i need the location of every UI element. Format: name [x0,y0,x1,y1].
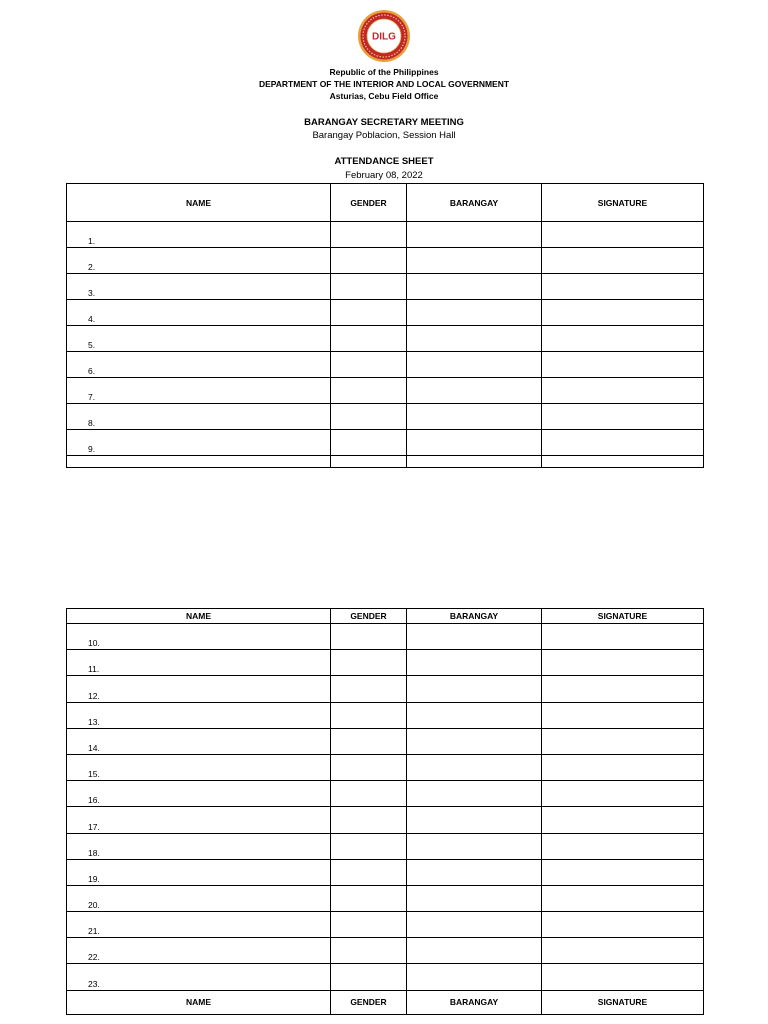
barangay-cell[interactable] [407,326,542,352]
name-cell[interactable] [67,430,331,456]
name-cell[interactable] [67,807,331,833]
signature-cell[interactable] [542,300,704,326]
barangay-cell[interactable] [407,702,542,728]
gender-cell[interactable] [331,676,407,702]
barangay-cell[interactable] [407,676,542,702]
table-row [67,404,704,430]
name-cell[interactable] [67,781,331,807]
row-number: 11. [88,664,100,675]
name-cell[interactable] [67,624,331,650]
attendance-table-1-body [67,222,704,468]
barangay-cell[interactable] [407,378,542,404]
name-cell[interactable] [67,728,331,754]
name-cell[interactable] [67,702,331,728]
blank-cell[interactable] [407,456,542,468]
table-header-row [67,184,704,222]
row-number: 20. [88,900,100,911]
sheet-date: February 08, 2022 [345,170,423,181]
gender-cell[interactable] [331,624,407,650]
signature-cell[interactable] [542,859,704,885]
barangay-cell[interactable] [407,885,542,911]
name-cell[interactable] [67,222,331,248]
gender-cell[interactable] [331,352,407,378]
row-number: 4. [88,314,96,324]
barangay-cell[interactable] [407,754,542,780]
gender-cell[interactable] [331,754,407,780]
row-number: 7. [88,392,96,402]
table-row [67,326,704,352]
table-row [67,676,704,702]
row-number: 23. [88,978,100,989]
signature-cell[interactable] [542,624,704,650]
row-number: 19. [88,873,100,884]
row-number: 12. [88,690,100,701]
table-row-blank [67,456,704,468]
name-cell[interactable] [67,326,331,352]
name-cell[interactable] [67,885,331,911]
table-row [67,833,704,859]
sheet-title: ATTENDANCE SHEET [334,156,434,167]
table-row [67,964,704,990]
name-cell[interactable] [67,378,331,404]
barangay-cell[interactable] [407,807,542,833]
column-footer-signature: SIGNATURE [542,990,704,1014]
gender-cell[interactable] [331,807,407,833]
barangay-cell[interactable] [407,248,542,274]
row-number: 17. [88,821,100,832]
name-cell[interactable] [67,300,331,326]
column-header-signature: SIGNATURE [542,184,704,222]
barangay-cell[interactable] [407,300,542,326]
barangay-cell[interactable] [407,912,542,938]
barangay-cell[interactable] [407,650,542,676]
name-cell[interactable] [67,938,331,964]
gender-cell[interactable] [331,222,407,248]
signature-cell[interactable] [542,326,704,352]
table-row [67,938,704,964]
table-row [67,222,704,248]
signature-cell[interactable] [542,352,704,378]
svg-text:DILG: DILG [372,31,396,43]
gender-cell[interactable] [331,300,407,326]
signature-cell[interactable] [542,781,704,807]
table-row [67,728,704,754]
gender-cell[interactable] [331,650,407,676]
barangay-cell[interactable] [407,624,542,650]
column-footer-name: NAME [67,990,331,1014]
signature-cell[interactable] [542,938,704,964]
name-cell[interactable] [67,859,331,885]
signature-cell[interactable] [542,650,704,676]
row-number: 15. [88,769,100,780]
row-number: 22. [88,952,100,963]
column-header-signature: SIGNATURE [542,609,704,624]
gender-cell[interactable] [331,885,407,911]
blank-cell[interactable] [67,456,331,468]
table-footer-row [67,990,704,1014]
row-number: 8. [88,418,96,428]
table-row [67,650,704,676]
header-field-office: Asturias, Cebu Field Office [329,91,439,101]
table-row [67,274,704,300]
table-row [67,378,704,404]
meeting-title: BARANGAY SECRETARY MEETING [304,117,464,128]
signature-cell[interactable] [542,248,704,274]
dilg-seal-logo [357,9,411,63]
column-header-barangay: BARANGAY [407,184,542,222]
table-row [67,624,704,650]
name-cell[interactable] [67,833,331,859]
gender-cell[interactable] [331,430,407,456]
table-row [67,885,704,911]
signature-cell[interactable] [542,728,704,754]
name-cell[interactable] [67,650,331,676]
row-number: 16. [88,795,100,806]
column-footer-gender: GENDER [331,990,407,1014]
signature-cell[interactable] [542,702,704,728]
barangay-cell[interactable] [407,222,542,248]
table-row [67,300,704,326]
name-cell[interactable] [67,676,331,702]
name-cell[interactable] [67,352,331,378]
column-header-gender: GENDER [331,184,407,222]
name-cell[interactable] [67,274,331,300]
table-row [67,912,704,938]
signature-cell[interactable] [542,274,704,300]
header-department: DEPARTMENT OF THE INTERIOR AND LOCAL GOVERNMENT [258,79,510,89]
gender-cell[interactable] [331,912,407,938]
row-number: 2. [88,262,96,272]
name-cell[interactable] [67,912,331,938]
barangay-cell[interactable] [407,938,542,964]
table-row [67,781,704,807]
signature-cell[interactable] [542,430,704,456]
attendance-table-2-body [67,624,704,991]
column-header-name: NAME [67,609,331,624]
row-number: 3. [88,288,96,298]
row-number: 14. [88,742,100,753]
name-cell[interactable] [67,248,331,274]
gender-cell[interactable] [331,702,407,728]
row-number: 10. [88,638,100,649]
row-number: 1. [88,236,96,246]
gender-cell[interactable] [331,833,407,859]
signature-cell[interactable] [542,754,704,780]
attendance-table-2 [66,608,704,1015]
signature-cell[interactable] [542,378,704,404]
barangay-cell[interactable] [407,964,542,990]
signature-cell[interactable] [542,833,704,859]
gender-cell[interactable] [331,728,407,754]
signature-cell[interactable] [542,807,704,833]
gender-cell[interactable] [331,274,407,300]
name-cell[interactable] [67,404,331,430]
name-cell[interactable] [67,754,331,780]
table-header-row [67,609,704,624]
barangay-cell[interactable] [407,274,542,300]
gender-cell[interactable] [331,404,407,430]
header-republic: Republic of the Philippines [329,67,439,77]
column-footer-barangay: BARANGAY [407,990,542,1014]
gender-cell[interactable] [331,938,407,964]
signature-cell[interactable] [542,964,704,990]
gender-cell[interactable] [331,248,407,274]
table-row [67,248,704,274]
table-row [67,430,704,456]
table-row [67,352,704,378]
signature-cell[interactable] [542,912,704,938]
table-row [67,859,704,885]
barangay-cell[interactable] [407,781,542,807]
row-number: 5. [88,340,96,350]
column-header-barangay: BARANGAY [407,609,542,624]
table-row [67,807,704,833]
gender-cell[interactable] [331,781,407,807]
barangay-cell[interactable] [407,833,542,859]
barangay-cell[interactable] [407,859,542,885]
name-cell[interactable] [67,964,331,990]
signature-cell[interactable] [542,885,704,911]
row-number: 13. [88,716,100,727]
gender-cell[interactable] [331,859,407,885]
row-number: 6. [88,366,96,376]
signature-cell[interactable] [542,222,704,248]
blank-cell[interactable] [331,456,407,468]
row-number: 9. [88,444,96,454]
gender-cell[interactable] [331,964,407,990]
meeting-venue: Barangay Poblacion, Session Hall [312,130,456,141]
blank-cell[interactable] [542,456,704,468]
table-row [67,754,704,780]
column-header-gender: GENDER [331,609,407,624]
row-number: 18. [88,847,100,858]
table-row [67,702,704,728]
attendance-table-1 [66,183,704,468]
barangay-cell[interactable] [407,728,542,754]
barangay-cell[interactable] [407,404,542,430]
gender-cell[interactable] [331,378,407,404]
barangay-cell[interactable] [407,352,542,378]
barangay-cell[interactable] [407,430,542,456]
column-header-name: NAME [67,184,331,222]
signature-cell[interactable] [542,676,704,702]
signature-cell[interactable] [542,404,704,430]
row-number: 21. [88,926,100,937]
gender-cell[interactable] [331,326,407,352]
